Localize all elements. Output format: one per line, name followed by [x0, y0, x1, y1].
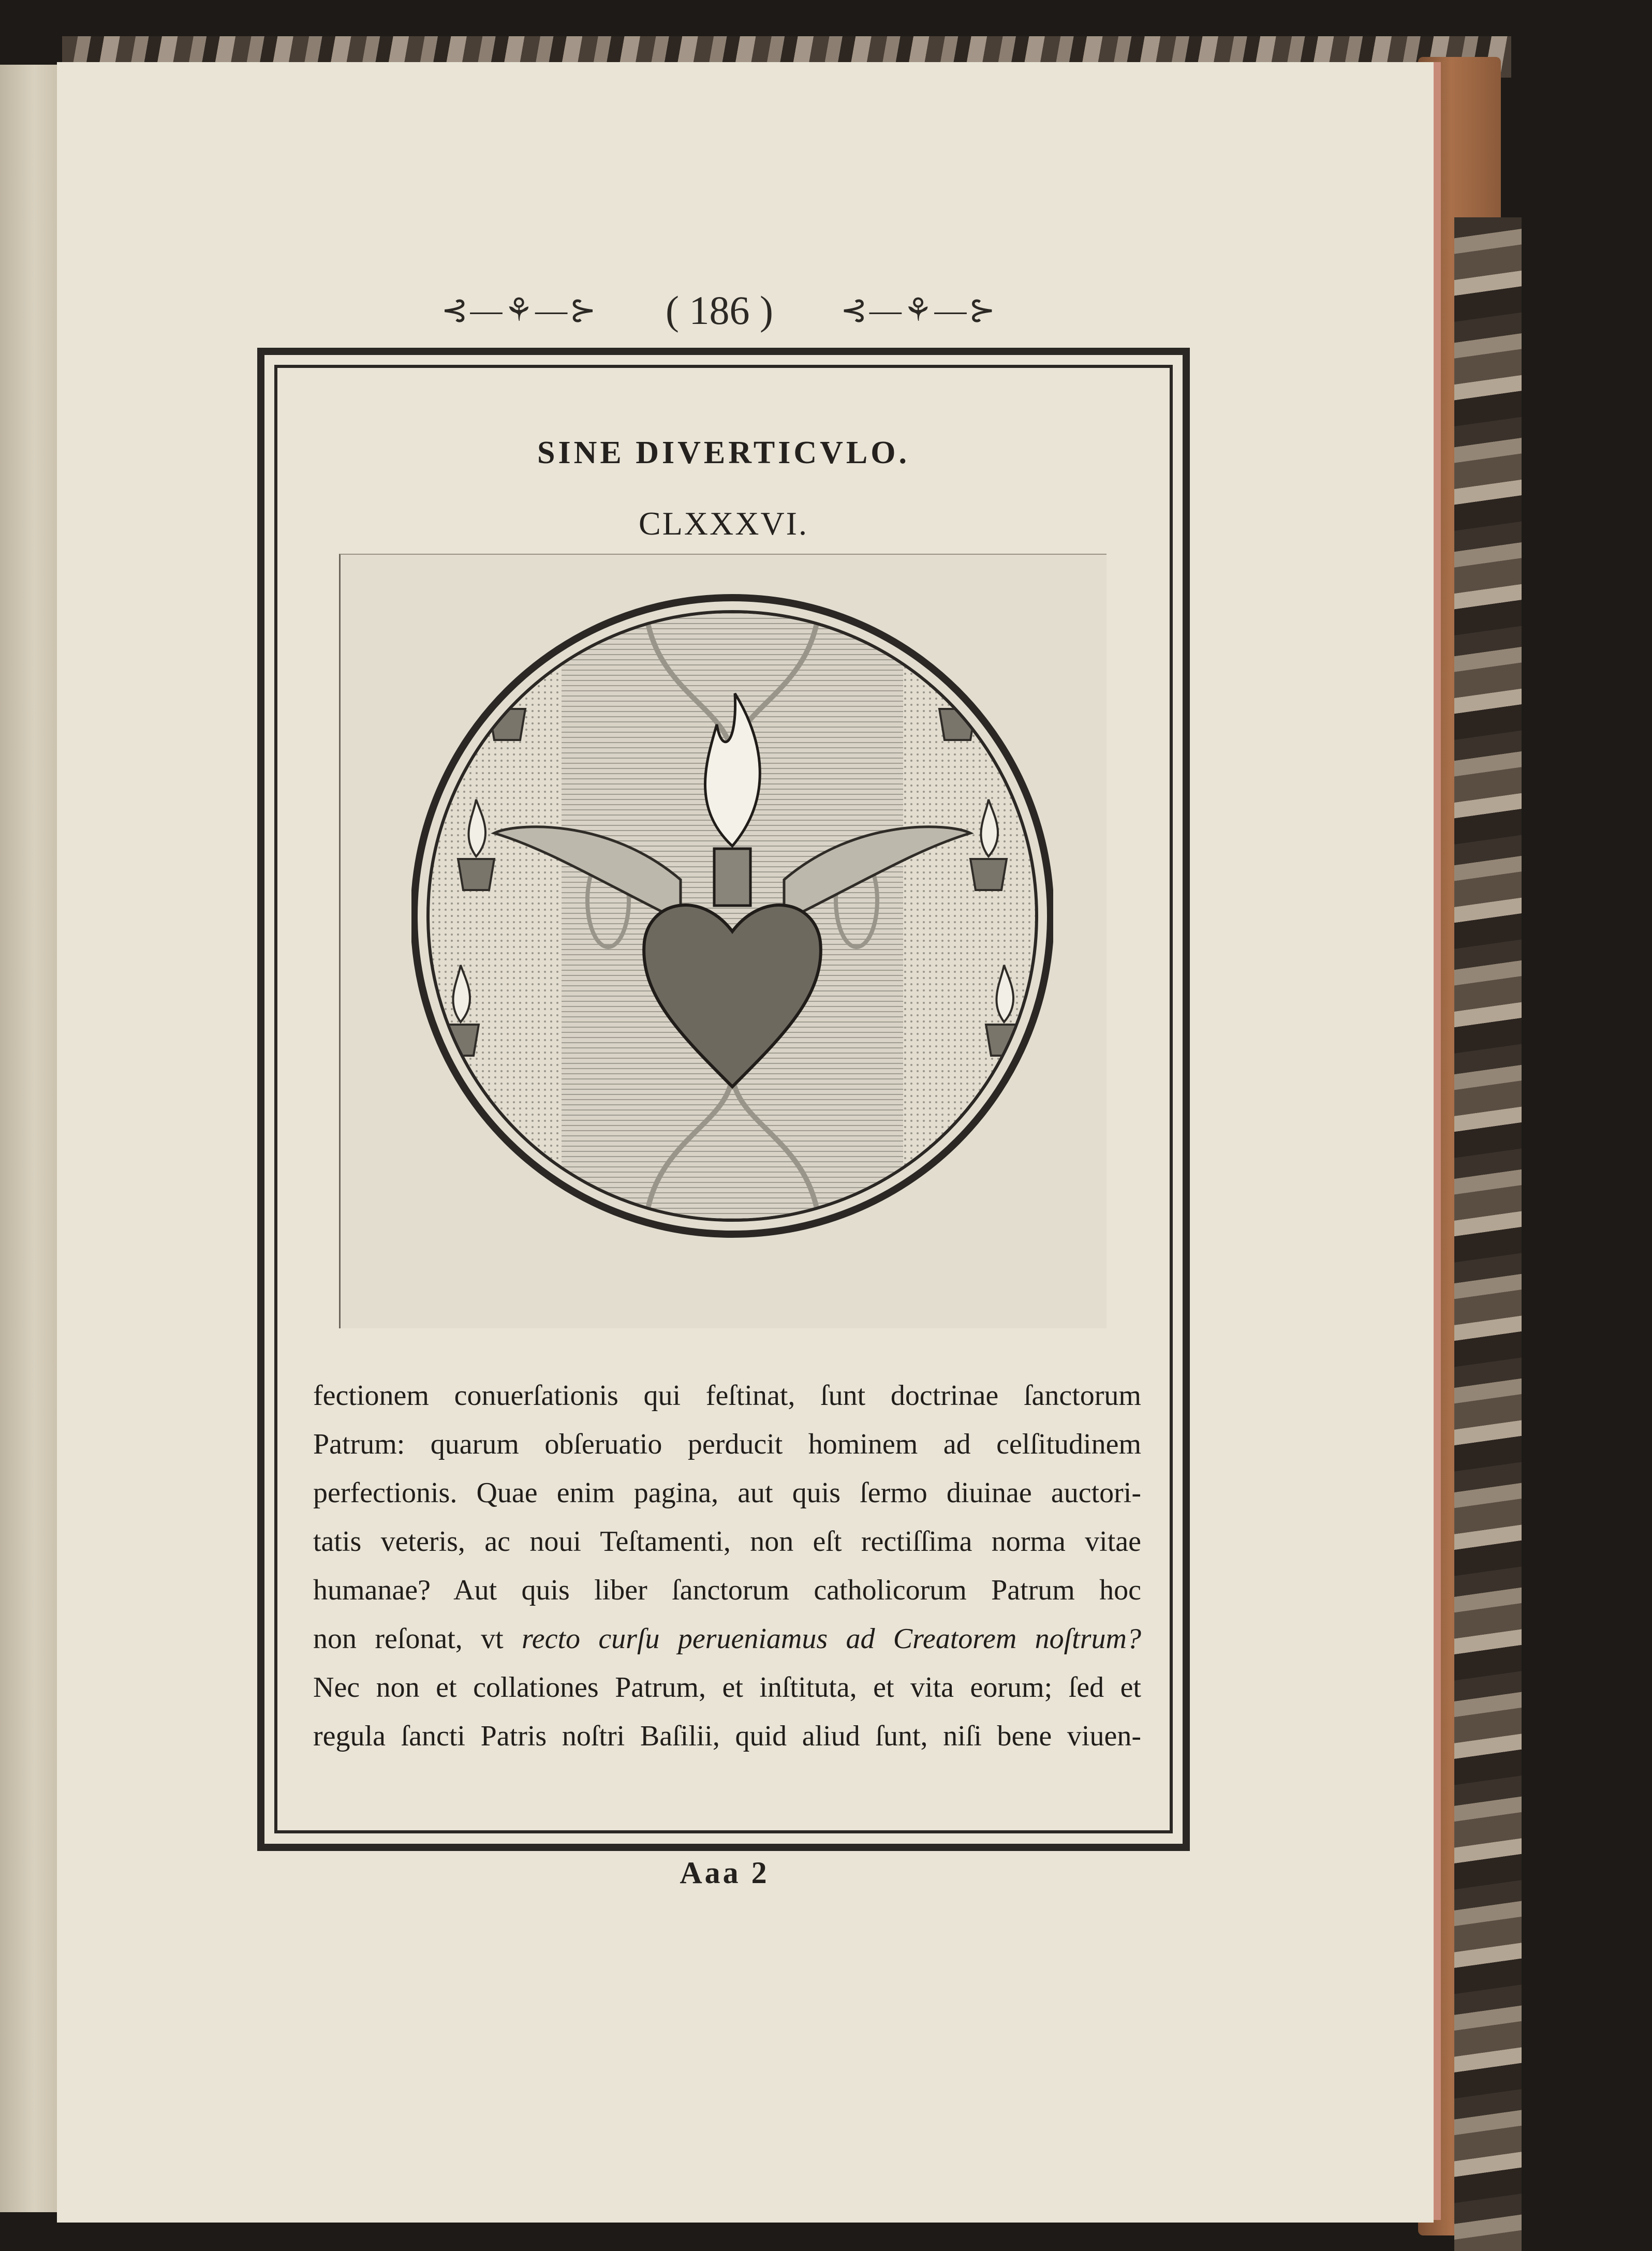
text-line-mixed: [313, 1615, 1141, 1663]
text-line: tatis veteris, ac noui Teſtamenti, non eſt rectiſſima norma vitae: [313, 1526, 1141, 1558]
page-number: ( 186 ): [666, 288, 773, 333]
text-line: humanae? Aut quis liber ſanctorum catholicorum Patrum hoc: [313, 1574, 1141, 1606]
running-head: [409, 285, 1030, 336]
marbled-cover-right: [1454, 217, 1522, 2251]
winged-heart-icon: [411, 590, 1053, 1242]
emblem-number: CLXXXVI.: [639, 505, 808, 542]
text-line: regula ſancti Patris noſtri Baſilii, quid aliud ſunt, niſi bene viuen-: [313, 1720, 1141, 1752]
signature-mark: Aaa 2: [680, 1856, 770, 1890]
commentary-text: [313, 1371, 1141, 1760]
text-line: Patrum: quarum obſeruatio perducit hominem ad celſitudinem: [313, 1428, 1141, 1460]
text-line: Nec non et collationes Patrum, et inſtituta, et vita eorum; ſed et: [313, 1671, 1141, 1704]
page-edge-red: [1434, 62, 1441, 2220]
text-roman: non reſonat, vt: [313, 1623, 522, 1655]
ornament-right-icon: ⊰—⚘—⊱: [840, 293, 998, 328]
text-italic-quotation: recto curſu perueniamus ad Creatorem noſtrum?: [522, 1623, 1141, 1655]
text-line: perfectionis. Quae enim pagina, aut quis ſermo diuinae auctori-: [313, 1477, 1141, 1509]
emblem-motto: SINE DIVERTICVLO.: [537, 435, 910, 470]
facing-page-edge: [0, 65, 57, 2212]
text-line: fectionem conuerſationis qui feſtinat, ſunt doctrinae ſanctorum: [313, 1380, 1141, 1412]
ornament-left-icon: ⊰—⚘—⊱: [441, 293, 599, 328]
